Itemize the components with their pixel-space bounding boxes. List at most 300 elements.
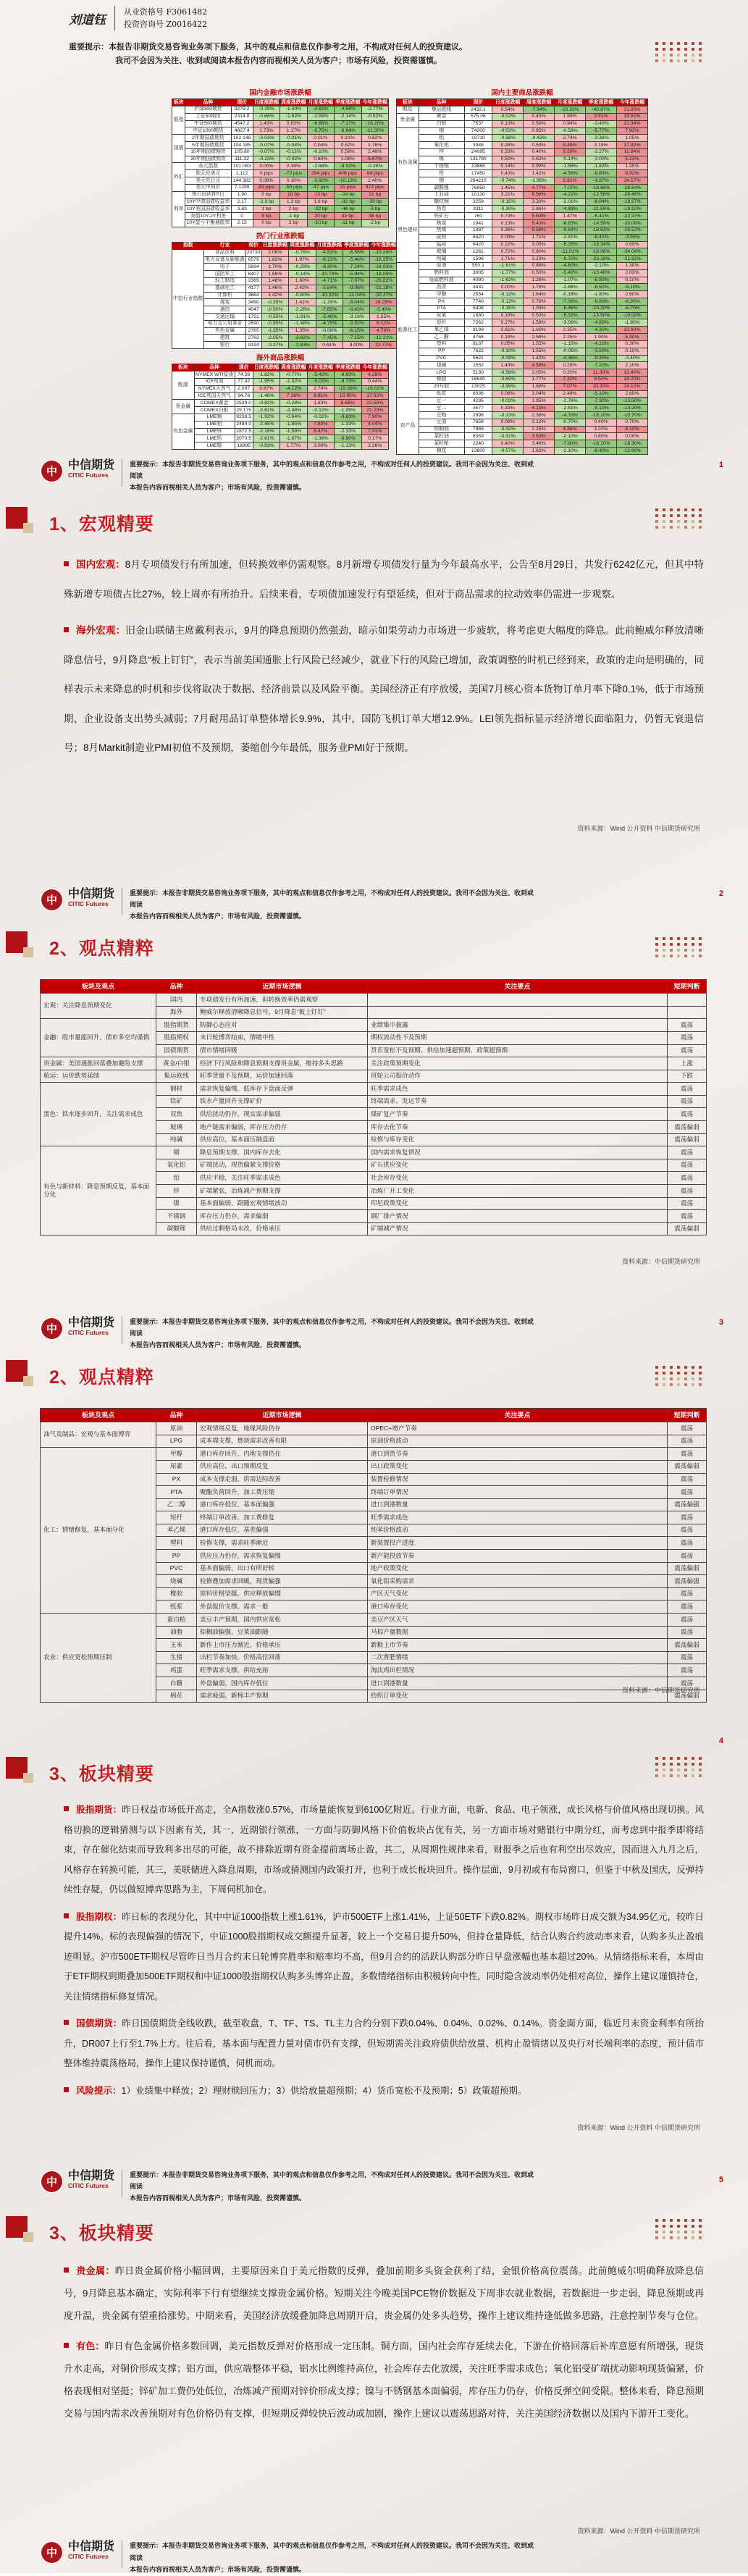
price-cell: 6579 — [245, 256, 261, 264]
judgement-cell: 震荡 — [668, 1159, 707, 1172]
author-cred-2: 投资咨询号 Z0016422 — [124, 20, 208, 30]
dot-icon — [670, 1383, 673, 1386]
price-cell: 2998 — [464, 412, 492, 419]
judgement-cell: 下跌 — [668, 1070, 707, 1083]
table-row — [397, 262, 648, 269]
title-decoration-small — [23, 947, 33, 957]
change-cell: -18.34% — [586, 241, 617, 248]
dot-icon — [663, 943, 665, 946]
change-cell: -1.61% — [492, 262, 524, 269]
column-header: 品种 — [194, 364, 235, 372]
column-header: 月度涨跌幅 — [555, 99, 586, 106]
change-cell: -3.52% — [343, 320, 369, 327]
table-row — [172, 271, 398, 278]
price-cell: 24095 — [464, 148, 492, 156]
price-cell: 7537 — [464, 120, 492, 127]
change-cell: 0.13% — [492, 120, 524, 127]
logic-cell: 防御心态应对 — [197, 1019, 368, 1032]
change-cell: 1.64% — [524, 291, 555, 298]
change-cell: 472 pips — [361, 184, 388, 191]
judgement-cell: 震荡偏弱 — [668, 1460, 707, 1473]
change-cell: -2.27% — [586, 148, 617, 156]
column-header: 近期市场逻辑 — [197, 980, 368, 994]
instrument-cell: 铁矿 — [156, 1095, 197, 1108]
judgement-cell: 震荡 — [668, 1031, 707, 1044]
change-cell: 16.29% — [370, 299, 397, 306]
dot-icon — [692, 2219, 694, 2222]
change-cell: -28.64% — [617, 185, 648, 192]
price-cell: 8359 — [464, 433, 492, 440]
dot-icon — [670, 1377, 673, 1380]
change-cell: -1.35% — [261, 327, 288, 335]
source-note: 资料来源：Wind 公开资料 中信期货研究所 — [577, 825, 700, 832]
instrument-cell: 原油 — [156, 1422, 197, 1435]
judgement-cell: 震荡 — [668, 1422, 707, 1435]
price-cell: 6420 — [464, 234, 492, 241]
instrument-cell: 工业硅 — [419, 191, 464, 198]
change-cell: -11.04% — [343, 292, 369, 299]
dot-icon — [692, 943, 694, 946]
change-cell: 2.06% — [261, 249, 288, 256]
instrument-cell: 计算机 — [204, 292, 245, 299]
change-cell: -1.92% — [253, 414, 280, 421]
dot-icon — [677, 1774, 680, 1777]
table-row — [172, 219, 389, 227]
dot-icon — [684, 937, 687, 940]
sector-cell: 航运 — [397, 106, 419, 113]
table-row — [41, 1083, 707, 1096]
price-cell: 3311 — [464, 206, 492, 213]
change-cell: -9.30% — [586, 355, 617, 362]
column-header: 周度涨跌幅 — [281, 99, 306, 105]
change-cell: -0.02% — [492, 127, 524, 135]
bullet-square-icon — [64, 561, 69, 566]
price-cell: 2539.0 — [235, 400, 253, 407]
change-cell: -1.85% — [280, 421, 307, 428]
dot-icon — [692, 1383, 694, 1386]
author-cred-1: 从业资格号 F3061482 — [124, 7, 208, 17]
table-row — [397, 256, 648, 263]
price-tables-right-column — [396, 84, 648, 455]
judgement-cell: 震荡 — [668, 1019, 707, 1032]
logic-cell: 债市情绪回暖 — [197, 1044, 368, 1057]
change-cell: -19.00% — [617, 312, 648, 319]
change-cell: -19.52% — [617, 206, 648, 213]
change-cell: 7.90% — [361, 414, 388, 421]
focus-cell — [368, 1006, 668, 1019]
table-row — [397, 369, 648, 377]
bullet-text: 昨日贵金属价格小幅回调，主要原因来自于美元指数的反弹，叠加前期多头资金获利了结，金银价格高位震荡。此前鲍威尔明确释放降息信号，9月降息基本确定，实际利率下行有望继续支撑贵金属价格。短期关注今晚美国PCE物价数据及下周非农就业数据，若数据进一步走弱，降息预期或再度升温，贵金属有望重拾涨势。中期来看，美国经济放缓叠加降息周期开启，贵金属仍处多头趋势，操作上建议维持逢低做多思路，注意控制节奏与仓位。 — [64, 2265, 705, 2322]
judgement-cell: 震荡偏弱 — [668, 1562, 707, 1575]
table-row — [397, 248, 648, 256]
table-row — [172, 306, 398, 314]
dot-icon — [699, 2231, 702, 2233]
table-row — [172, 378, 389, 385]
change-cell: 3.05% — [524, 369, 555, 377]
dot-icon — [655, 42, 658, 45]
change-cell: 4.77% — [524, 185, 555, 192]
judgement-cell: 震荡 — [668, 1448, 707, 1461]
change-cell: -6.41% — [586, 234, 617, 241]
dot-icon — [663, 54, 665, 56]
column-header: 日度涨跌幅 — [262, 243, 288, 248]
change-cell: -8.90% — [586, 277, 617, 284]
focus-cell: 新装置投产进度 — [368, 1537, 668, 1550]
focus-cell: 纯苯价格波动 — [368, 1524, 668, 1537]
price-cell: 4547.2 — [231, 120, 253, 127]
instrument-cell: 短纤 — [419, 319, 464, 327]
header-row — [172, 99, 389, 106]
price-cell: 7658 — [464, 419, 492, 426]
instrument-cell: 氧化铝 — [156, 1159, 197, 1172]
change-cell: 1.62% — [524, 448, 555, 455]
dot-icon — [684, 2236, 687, 2239]
change-cell: 0.63% — [280, 120, 307, 127]
change-cell: -34.08% — [617, 248, 648, 256]
dot-icon — [692, 514, 694, 517]
change-cell: 0.82% — [361, 135, 388, 142]
table-row — [397, 220, 648, 227]
change-cell: -6.63% — [335, 372, 361, 379]
change-cell: 7.07% — [555, 383, 586, 390]
dot-grid — [655, 42, 703, 62]
bullet-paragraph — [64, 550, 704, 609]
price-cell: 6407 — [245, 271, 261, 278]
dot-icon — [692, 48, 694, 51]
focus-cell: 产区天气变化 — [368, 1587, 668, 1600]
dot-icon — [663, 2225, 665, 2228]
change-cell: 1.47% — [555, 213, 586, 220]
change-cell: -2 bp — [361, 219, 388, 227]
table-row — [397, 106, 648, 113]
instrument-cell: 菜籽粕 — [419, 440, 464, 448]
page-number: 3 — [718, 1318, 723, 1327]
instrument-cell: 中证500期货 — [185, 120, 231, 127]
change-cell: 3.19% — [586, 142, 617, 149]
price-cell: 2385 — [245, 277, 261, 285]
bullet-text: 8月专项债发行有所加速，但转换效率仍需观察。8月新增专项债发行量为今年最高水平，公告至8月29日，共发行6242亿元，但其中特殊新增专项债占比27%，较上周亦有所抬升。后续来看，专项债加速发行有望延续，但对于商品需求的拉动效率仍需进一步观察。 — [64, 559, 705, 600]
instrument-cell: LME铜 — [194, 414, 235, 421]
change-cell: -1.29% — [316, 299, 343, 306]
instrument-cell: 橡胶 — [156, 1587, 197, 1600]
slide-sectors-2 — [0, 2144, 748, 2573]
price-cell: 13800 — [464, 448, 492, 455]
judgement-cell: 震荡 — [668, 1626, 707, 1639]
sector-cell: 国债 — [172, 135, 185, 163]
change-cell: 1.35% — [289, 327, 316, 335]
instrument-cell: 锌 — [419, 148, 464, 156]
change-cell: -7.65% — [316, 306, 343, 314]
change-cell: 11.84% — [617, 148, 648, 156]
change-cell: 0.80% — [524, 248, 555, 256]
instrument-cell: 苯乙烯 — [156, 1524, 197, 1537]
logic-cell: 经济下行风险和降息预期支撑贵金属，维持多头思路 — [197, 1057, 368, 1070]
dot-icon — [699, 1769, 702, 1771]
table-row — [172, 400, 389, 407]
change-cell: -0.14% — [555, 156, 586, 163]
dot-icon — [699, 1377, 702, 1380]
change-cell: -3.38% — [586, 135, 617, 142]
change-cell: 7.22% — [555, 376, 586, 383]
change-cell: -24 bp — [335, 191, 361, 198]
change-cell: -2.58% — [307, 113, 334, 120]
brand-name-cn: 中信期货 — [68, 458, 115, 471]
change-cell: -1.63% — [586, 163, 617, 170]
judgement-cell: 震荡 — [668, 1473, 707, 1486]
change-cell: 0.21% — [335, 135, 361, 142]
slide-footer — [40, 2541, 535, 2576]
instrument-cell: PVC — [419, 355, 464, 362]
table-row — [397, 135, 648, 142]
judgement-cell: 震荡 — [668, 1677, 707, 1690]
dot-icon — [655, 520, 658, 523]
slide-header — [40, 888, 535, 923]
brand-block — [68, 459, 114, 479]
logic-cell: 出栏节奏加快，价格高位回落 — [197, 1651, 368, 1664]
table-row — [172, 135, 389, 142]
views-table — [40, 1408, 707, 1703]
change-cell: 2.58% — [524, 334, 555, 341]
change-cell: 3.21% — [492, 191, 524, 198]
dot-icon — [699, 1372, 702, 1375]
change-cell: -4.56% — [555, 170, 586, 177]
brand-name-en: CITIC Futures — [68, 2553, 109, 2561]
change-cell: -2.86% — [555, 284, 586, 291]
table-row — [172, 198, 389, 206]
column-header: 今年涨跌幅 — [371, 243, 396, 248]
change-cell: -2.81% — [555, 234, 586, 241]
change-cell: -1.82% — [280, 378, 307, 385]
logic-cell: 港口库存低位，基本面偏强 — [197, 1498, 368, 1511]
column-header: 季度涨跌幅 — [335, 364, 361, 370]
table-row — [397, 170, 648, 177]
change-cell: -18.96% — [586, 248, 617, 256]
dot-icon — [663, 1383, 665, 1386]
dot-icon — [692, 1377, 694, 1380]
price-cell: 1.112 — [231, 170, 253, 177]
dot-icon — [692, 2231, 694, 2233]
section-title: 1、宏观精要 — [49, 514, 154, 534]
focus-cell: 煤矿复产节奏 — [368, 1108, 668, 1121]
column-header: 板块 — [397, 99, 419, 106]
dot-icon — [677, 1366, 680, 1369]
change-cell: 0.54% — [492, 106, 524, 113]
brand-block — [68, 2541, 114, 2560]
instrument-cell: 塑料 — [419, 340, 464, 348]
change-cell: 2.74% — [555, 135, 586, 142]
change-cell: -2.18% — [253, 428, 280, 435]
dot-icon — [655, 2219, 658, 2222]
dot-icon — [663, 1377, 665, 1380]
dot-icon — [684, 1774, 687, 1777]
dot-icon — [663, 2236, 665, 2239]
change-cell: -47 pips — [307, 184, 334, 191]
logic-cell: 美豆丰产预期，国内供应宽松 — [197, 1614, 368, 1627]
instrument-cell: 锰硅 — [419, 241, 464, 248]
page-number: 4 — [718, 1737, 723, 1745]
table-row — [172, 335, 398, 342]
change-cell: 17.92% — [361, 393, 388, 400]
sector-view-cell: 金融：股市量能回升，债市多空均谨慎 — [41, 1019, 156, 1057]
dot-icon — [655, 48, 658, 51]
price-cell: 1751 — [245, 314, 261, 321]
change-cell: 1.55% — [524, 348, 555, 355]
table-head — [41, 1409, 707, 1422]
table-row — [397, 398, 648, 405]
change-cell: -3.40% — [617, 355, 648, 362]
change-cell: 2.40% — [361, 177, 388, 185]
change-cell: 0.08% — [492, 390, 524, 398]
bullet-text: 昨日有色金属价格多数回调，美元指数反弹对价格形成一定压制。铜方面，国内社会库存延续去化，下游在价格回落后补库意愿有所增强，现货升水走高，对铜价形成支撑；铝方面，供应端整体平稳，铝水比例维持高位，社会库存去化放缓，关注旺季需求成色；氧化铝受矿端扰动影响现货偏紧，价格表现相对坚挺；锌矿加工费仍处低位，冶炼减产预期对锌价形成支撑；镍与不锈钢基本面偏弱，库存压力仍存，价格反弹空间受限。整体来看，降息预期交易与国内需求改善预期对有色价格仍有支撑，但短期反弹较快后波动或加剧，操作上建议以震荡思路对待，关注美国经济数据以及国内下游开工变化。 — [64, 2340, 705, 2420]
change-cell: 1.05% — [617, 135, 648, 142]
change-cell: -0.60% — [289, 292, 316, 299]
change-cell: 21 bp — [361, 191, 388, 198]
dot-icon — [692, 2236, 694, 2239]
change-cell: -1.48% — [289, 320, 316, 327]
change-cell: -0.02% — [307, 414, 334, 421]
bullet-label: 风险提示： — [76, 2085, 122, 2096]
table-row — [397, 405, 648, 412]
change-cell: -15.10% — [586, 412, 617, 419]
table-row — [397, 163, 648, 170]
change-cell: 3.04% — [524, 390, 555, 398]
instrument-cell: 食品饮料 — [204, 249, 245, 256]
dot-icon — [655, 1763, 658, 1766]
change-cell: -0.70% — [555, 419, 586, 426]
dot-icon — [677, 949, 680, 952]
notice-line-1: 本报告非期货交易咨询业务项下服务，其中的观点和信息仅作参考之用，不构成对任何人的投资建议。 — [109, 42, 467, 51]
change-cell: -8.10% — [586, 405, 617, 412]
instrument-cell: 橡胶 — [419, 376, 464, 383]
change-cell: -4.36% — [555, 355, 586, 362]
header-row — [397, 99, 648, 106]
price-cell: 2240 — [464, 440, 492, 448]
bullet-label: 国债期货： — [76, 2018, 122, 2029]
change-cell: -3.63% — [335, 414, 361, 421]
change-cell: 0.50% — [492, 156, 524, 163]
brand-name-en: CITIC Futures — [68, 899, 109, 907]
focus-cell: 美豆产区天气 — [368, 1614, 668, 1627]
change-cell: 8.65% — [335, 400, 361, 407]
change-cell: -10.20% — [586, 305, 617, 312]
table-row — [172, 106, 389, 113]
price-cell: 1261 — [464, 248, 492, 256]
price-cell: 2314.8 — [231, 113, 253, 120]
dot-icon — [684, 1763, 687, 1766]
change-cell: 1.08% — [335, 156, 361, 163]
focus-cell: 进口到港数量 — [368, 1498, 668, 1511]
brand-block — [68, 1317, 114, 1336]
bullet-paragraph — [64, 1908, 704, 2007]
logic-cell: 降息预期支撑，国内库存去化 — [197, 1146, 368, 1159]
change-cell: 22.55% — [361, 400, 388, 407]
change-cell: 0.19% — [492, 334, 524, 341]
change-cell: -6.80% — [335, 435, 361, 442]
judgement-cell: 震荡 — [668, 1083, 707, 1096]
change-cell: -2.81% — [555, 405, 586, 412]
change-cell: -0.82% — [253, 400, 280, 407]
change-cell: -10.13% — [335, 177, 361, 185]
logic-cell: 供应压力仍存，需求恢复偏慢 — [197, 1550, 368, 1563]
logic-cell: 基本面偏弱，出口有所好转 — [197, 1562, 368, 1575]
instrument-cell: 交通运输 — [204, 314, 245, 321]
dot-icon — [677, 2225, 680, 2228]
price-cell: 3.83 — [231, 206, 253, 213]
change-cell: 7.16% — [280, 393, 307, 400]
bullet-square-icon — [64, 1806, 69, 1811]
change-cell: 2.60% — [617, 291, 648, 298]
sector-cell: 有色金属 — [397, 127, 419, 198]
instrument-cell: 中证1000期货 — [185, 127, 231, 135]
author-block — [69, 6, 207, 30]
change-cell: -0.01% — [280, 135, 307, 142]
title-decoration-small — [23, 523, 33, 533]
instrument-cell: 油脂 — [156, 1626, 197, 1639]
dot-icon — [684, 2225, 687, 2228]
sector-cell: 贵金属 — [397, 113, 419, 127]
instrument-cell: 玉米 — [156, 1639, 197, 1652]
instrument-cell: 黄金 — [419, 113, 464, 120]
instrument-cell: 焦煤 — [419, 227, 464, 234]
column-header: 月度涨跌幅 — [308, 99, 334, 105]
instrument-cell: 2年期国债期货 — [185, 135, 231, 142]
instrument-cell: 甲醇 — [156, 1448, 197, 1461]
page-number: 5 — [718, 2176, 723, 2184]
change-cell: -6.46% — [555, 305, 586, 312]
change-cell: -5.46% — [343, 256, 369, 264]
price-table — [396, 98, 648, 455]
instrument-cell: 螺纹钢 — [419, 198, 464, 206]
instrument-cell: 10年期国债期货 — [185, 148, 231, 156]
change-cell: -2.76% — [555, 398, 586, 405]
table-row — [397, 213, 648, 220]
logic-cell: 地产链需求偏弱，库存压力仍存 — [197, 1121, 368, 1134]
logic-cell: 新作上市压力渐近，价格承压 — [197, 1639, 368, 1652]
focus-cell: 国内需求恢复情况 — [368, 1146, 668, 1159]
dot-icon — [663, 1757, 665, 1760]
column-header: 品种 — [419, 99, 464, 106]
price-cell: 5130 — [464, 369, 492, 377]
dot-icon — [663, 508, 665, 511]
change-cell: -3.50% — [586, 348, 617, 355]
dot-icon — [655, 508, 658, 511]
table-row — [397, 419, 648, 426]
judgement-cell: 震荡 — [668, 1600, 707, 1614]
change-cell: -7.06% — [555, 298, 586, 306]
price-cell: 1941 — [464, 220, 492, 227]
change-cell: 1.76% — [361, 142, 388, 149]
change-cell: 7.91% — [361, 428, 388, 435]
instrument-cell: 10Y美国国债收益率 — [186, 206, 230, 211]
dot-icon — [655, 59, 658, 62]
price-cell: 1596 — [464, 256, 492, 263]
dot-icon — [670, 1757, 673, 1760]
price-cell: 104.185 — [231, 142, 253, 149]
change-cell: -5.94% — [343, 271, 369, 278]
judgement-cell: 震荡偏弱 — [668, 1133, 707, 1146]
price-cell: 4047 — [245, 306, 261, 314]
section-title: 2、观点精粹 — [49, 939, 154, 959]
logic-cell: 外盘偏弱，国内库存低位 — [197, 1677, 368, 1690]
change-cell: -5.77% — [586, 127, 617, 135]
change-cell: 5.30% — [617, 334, 648, 341]
author-name: 刘道钰 — [69, 12, 106, 28]
price-cell: 5621 — [464, 355, 492, 362]
instrument-cell: 短纤 — [156, 1511, 197, 1524]
change-cell: 0.43% — [492, 170, 524, 177]
column-header: 现价 — [245, 242, 261, 249]
price-cell: 3005 — [464, 269, 492, 277]
